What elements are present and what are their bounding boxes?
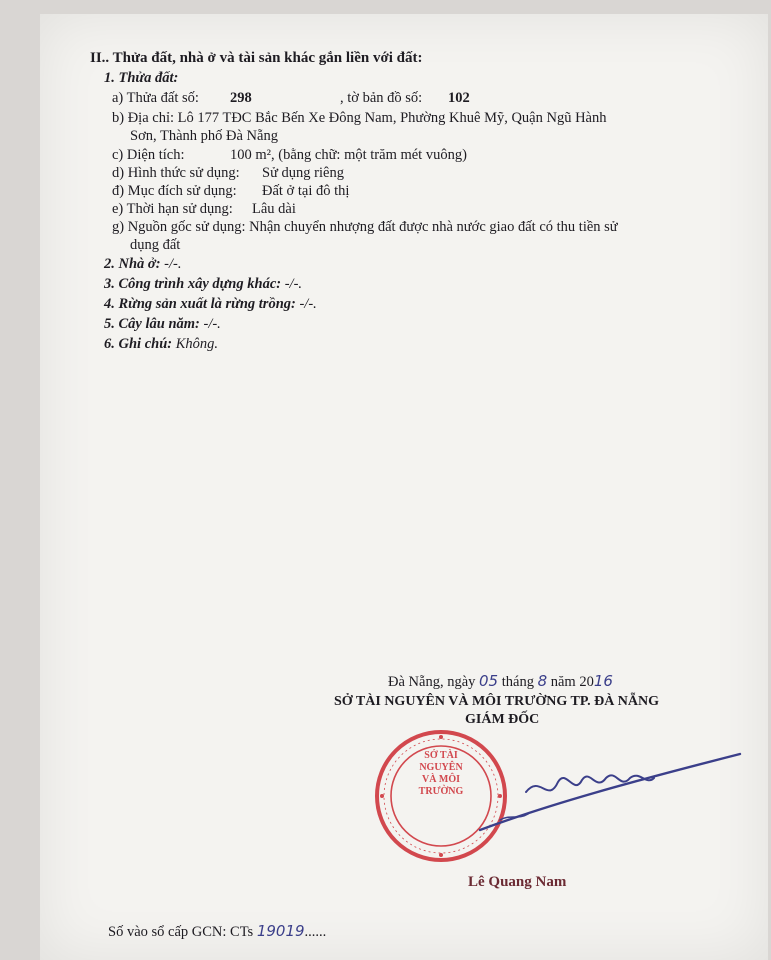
usage-form-value: Sử dụng riêng [262, 165, 344, 181]
signer-name: Lê Quang Nam [468, 874, 567, 890]
certificate-page [40, 14, 768, 960]
item-perennial [104, 316, 221, 333]
origin-line-1: g) Nguồn gốc sử dụng: Nhận chuyển nhượng đất được nhà nước giao đất có thu tiền sử [112, 219, 618, 235]
item-perennial-label: 5. Cây lâu năm: [104, 316, 200, 332]
usage-term-label: e) Thời hạn sử dụng: [112, 201, 233, 217]
item-forest [104, 296, 317, 313]
position-title: GIÁM ĐỐC [465, 712, 540, 727]
usage-term-value: Lâu dài [252, 201, 296, 217]
place-date [388, 672, 613, 691]
register-label: Số vào sổ cấp GCN: CTs [108, 924, 254, 940]
address-line-1: b) Địa chỉ: Lô 177 TĐC Bắc Bến Xe Đông Nam, Phường Khuê Mỹ, Quận Ngũ Hành [112, 110, 607, 126]
usage-purpose-label: đ) Mục đích sử dụng: [112, 183, 237, 199]
parcel-number-value: 298 [230, 90, 252, 106]
item-construction [104, 276, 302, 293]
parcel-heading: 1. Thửa đất: [104, 70, 179, 86]
item-forest-value: -/-. [299, 296, 317, 312]
section-title: II.. Thửa đất, nhà ở và tài sản khác gắn liền với đất: [90, 50, 423, 66]
item-construction-label: 3. Công trình xây dựng khác: [104, 276, 282, 292]
map-sheet-label: , tờ bản đồ số: [340, 90, 423, 106]
item-note [104, 336, 218, 353]
address-line-2: Sơn, Thành phố Đà Nẵng [130, 128, 278, 144]
date-day: 05 [479, 672, 499, 690]
year-label: năm 20 [550, 674, 594, 690]
area-label: c) Diện tích: [112, 147, 185, 163]
item-forest-label: 4. Rừng sản xuất là rừng trồng: [104, 296, 296, 312]
register-value: 19019 [256, 922, 305, 940]
item-note-value: Không. [175, 336, 219, 352]
date-year-suffix: 16 [593, 672, 613, 690]
seal-center-text: SỞ TÀI NGUYÊN VÀ MÔI TRƯỜNG [418, 750, 464, 797]
date-month: 8 [537, 672, 548, 690]
usage-form-label: d) Hình thức sử dụng: [112, 165, 240, 181]
place-date-prefix: Đà Nẵng, ngày [388, 674, 476, 690]
register-dots: ...... [304, 924, 327, 940]
item-note-label: 6. Ghi chú: [104, 336, 173, 352]
parcel-number-label: a) Thửa đất số: [112, 90, 199, 106]
item-house-label: 2. Nhà ở: [104, 256, 161, 272]
item-house-value: -/-. [164, 256, 182, 272]
register-line [108, 922, 326, 941]
map-sheet-value: 102 [448, 90, 470, 106]
origin-line-2: dụng đất [130, 237, 181, 253]
area-value: 100 m², (bằng chữ: một trăm mét vuông) [230, 147, 467, 163]
item-house [104, 256, 181, 273]
month-label: tháng [501, 674, 534, 690]
usage-purpose-value: Đất ở tại đô thị [262, 183, 350, 199]
item-construction-value: -/-. [284, 276, 303, 292]
item-perennial-value: -/-. [203, 316, 221, 332]
agency-name: SỞ TÀI NGUYÊN VÀ MÔI TRƯỜNG TP. ĐÀ NẴNG [334, 694, 660, 709]
handwritten-signature [440, 734, 760, 854]
